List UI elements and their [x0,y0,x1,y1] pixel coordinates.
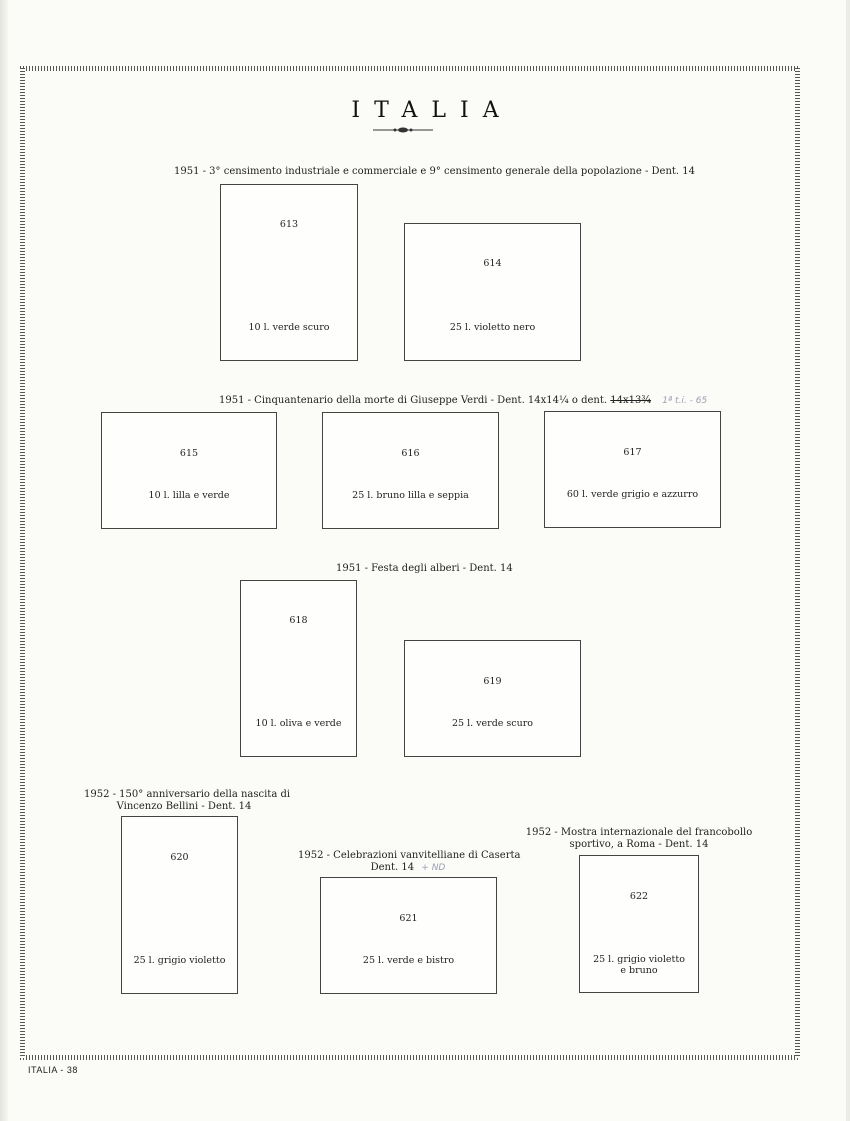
bottom-border [20,1055,800,1060]
caption-line: 1952 - Mostra internazionale del francobollo [525,827,753,838]
section-caption-mostra [524,827,754,851]
stamp-box-613 [220,184,358,361]
caption-line: 1952 - Celebrazioni vanvitelliane di Caserta [298,850,521,861]
stamp-number: 620 [170,852,189,863]
section-caption-verdi [219,395,707,407]
stamp-number: 619 [483,676,502,687]
stamp-description: 25 l. bruno lilla e seppia [352,490,469,501]
stamp-box-615 [101,412,277,529]
stamp-description: 10 l. verde scuro [248,322,330,333]
stamp-description: 25 l. grigio violetto [133,955,226,966]
caption-line [298,862,518,874]
section-caption-bellini [84,789,291,813]
stamp-number: 621 [399,913,418,924]
right-border [795,68,800,1058]
stamp-box-620 [121,816,238,994]
stamp-description: 25 l. verde scuro [451,718,533,729]
stamp-box-619 [404,640,581,757]
stamp-number: 618 [289,615,308,626]
top-border [20,66,800,71]
stamp-number: 614 [483,258,502,269]
title-ornament [373,126,433,134]
stamp-number: 616 [401,448,420,459]
stamp-box-614 [404,223,581,361]
page-title: ITALIA [351,98,513,123]
description-line: 25 l. grigio violetto [593,954,685,965]
stamp-number: 617 [623,447,642,458]
stamp-description: 10 l. lilla e verde [148,490,230,501]
stamp-number: 622 [629,891,649,902]
stamp-box-617 [544,411,721,528]
page-right-edge [846,0,850,1121]
caption-text: Dent. 14 [370,862,415,873]
stamp-description: 10 l. oliva e verde [255,718,342,729]
stamp-box-616 [322,412,499,529]
caption-line: Vincenzo Bellini - Dent. 14 [116,801,252,812]
stamp-box-621 [320,877,497,994]
stamp-number: 615 [179,448,199,459]
section-caption-festa-alberi: 1951 - Festa degli alberi - Dent. 14 [336,563,513,574]
stamp-description [580,954,698,976]
stamp-description: 60 l. verde grigio e azzurro [566,489,699,500]
stamp-description: 25 l. violetto nero [449,322,536,333]
stamp-number: 613 [279,219,299,230]
caption-struck-text: 14x13¾ [610,395,652,406]
pencil-annotation: + ND [421,863,446,873]
stamp-description: 25 l. verde e bistro [362,955,455,966]
caption-text: 1951 - Cinquantenario della morte di Giuseppe Verdi - Dent. 14x14¼ o dent. [219,395,608,406]
section-caption-vanvitelli [298,850,521,874]
page-binding-edge [0,0,8,1121]
stamp-box-622 [579,855,699,993]
pencil-annotation: 1ª t.i. - 65 [662,396,708,406]
left-border [20,68,25,1058]
page-footer: ITALIA - 38 [28,1065,78,1075]
caption-line: 1952 - 150° anniversario della nascita di [84,789,291,800]
section-caption-censimento: 1951 - 3° censimento industriale e commerciale e 9° censimento generale della popolazione - Dent. 14 [174,166,695,177]
stamp-box-618 [240,580,357,757]
description-line: e bruno [620,965,658,976]
caption-line: sportivo, a Roma - Dent. 14 [569,839,709,850]
